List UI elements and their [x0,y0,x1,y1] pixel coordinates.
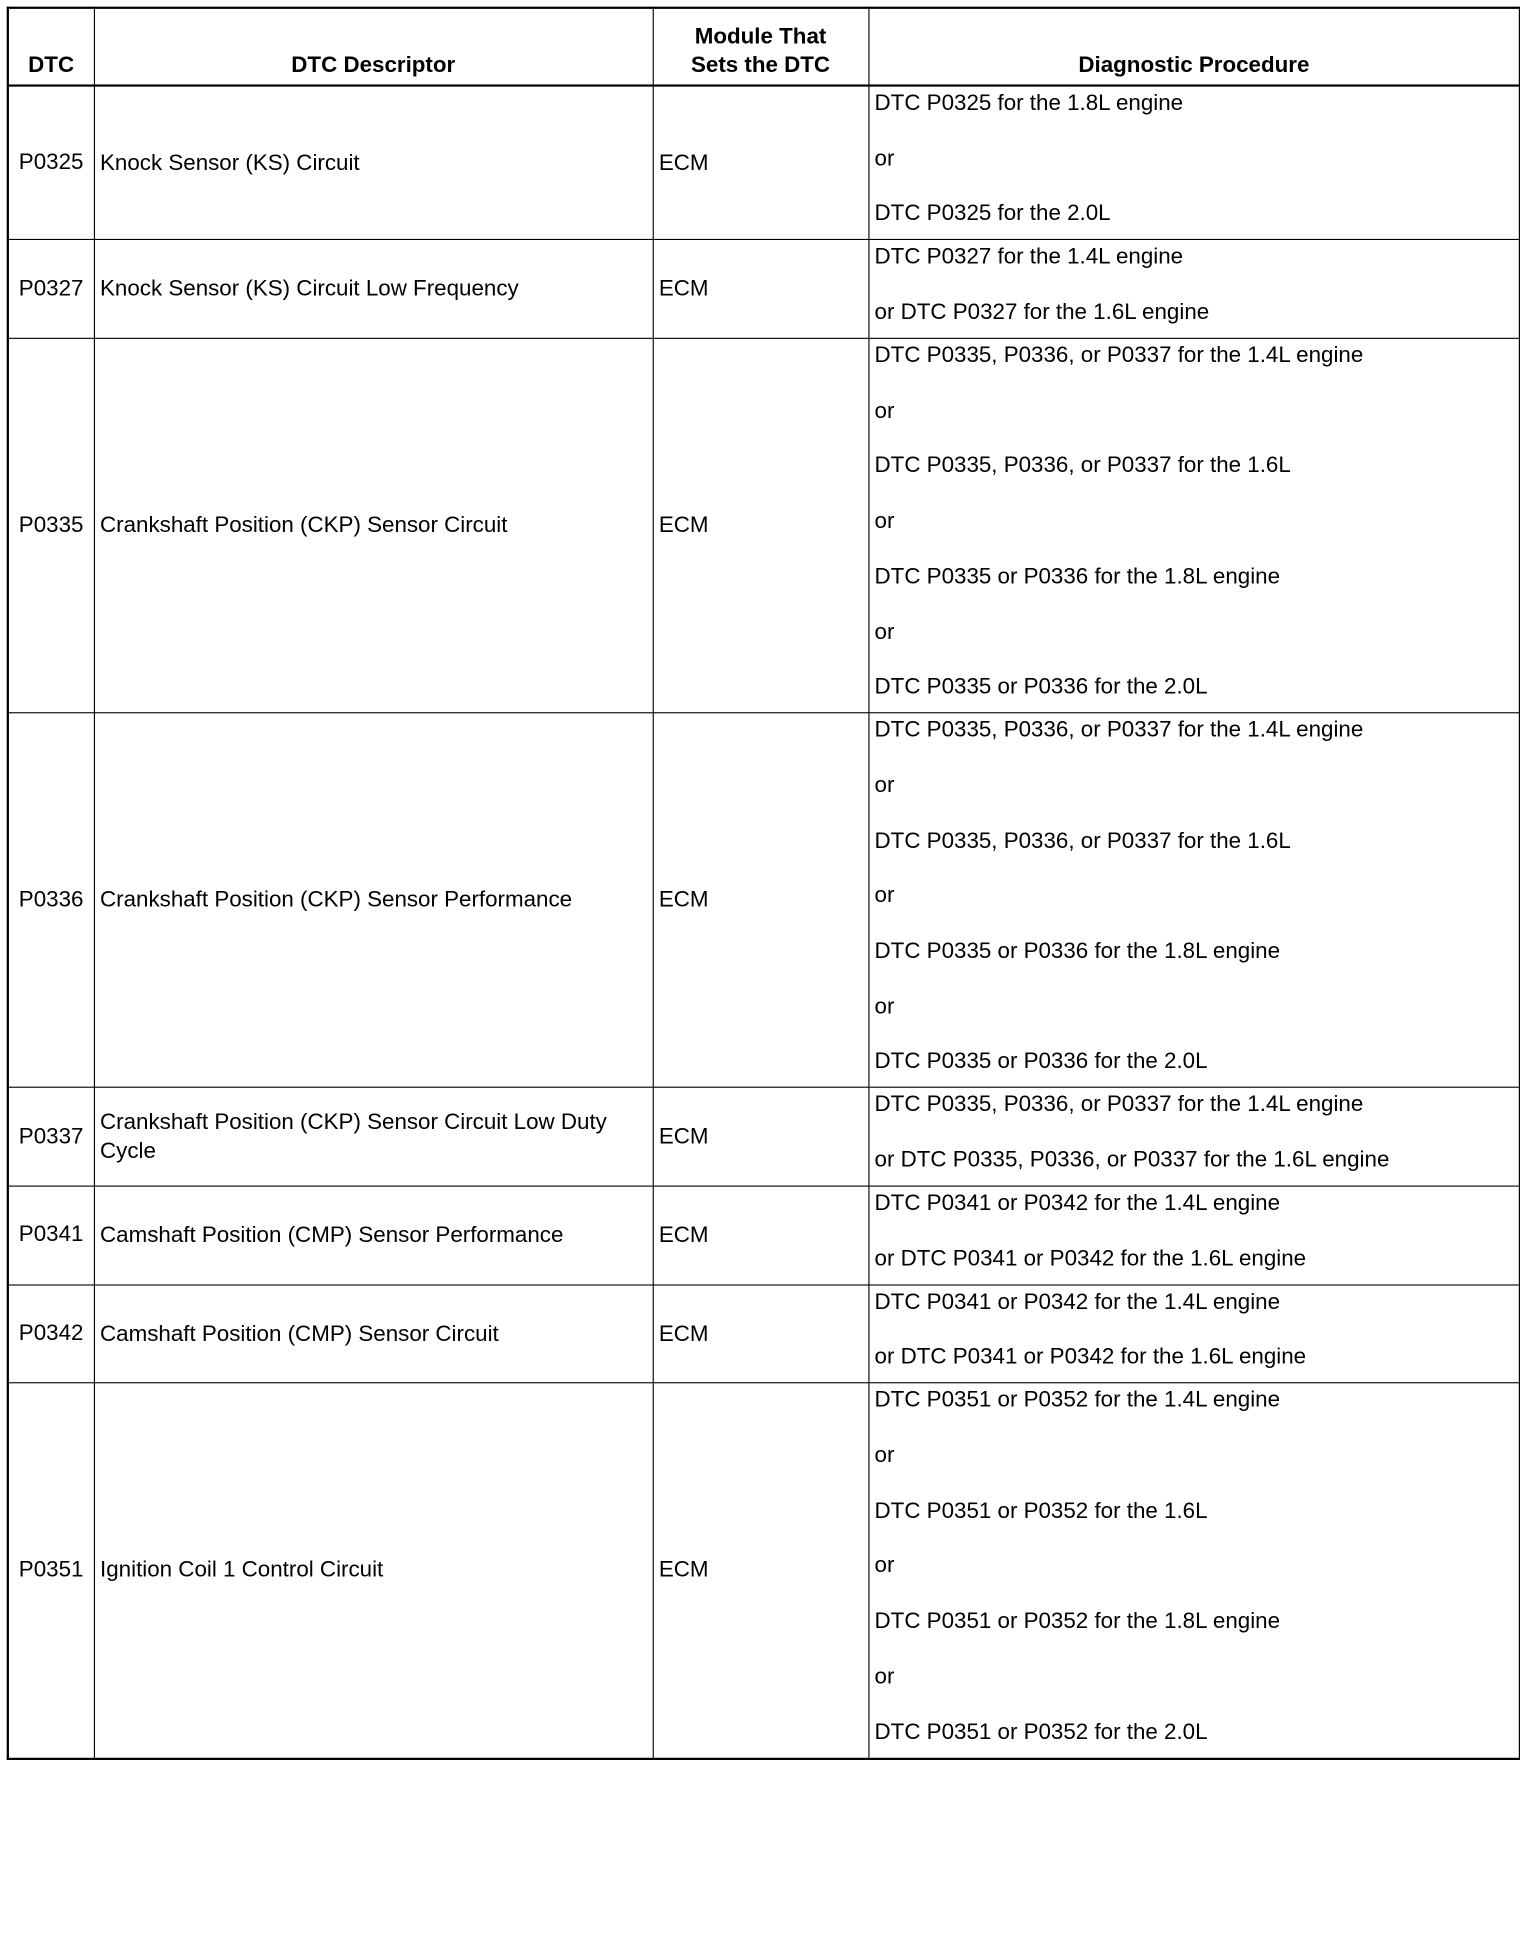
procedure-line: or DTC P0327 for the 1.6L engine [874,300,1210,325]
table-row [8,1383,1520,1758]
procedure-line: DTC P0335 or P0336 for the 2.0L [874,1049,1208,1074]
procedure-line: DTC P0335 or P0336 for the 1.8L engine [874,938,1281,964]
header-procedure: Diagnostic Procedure [868,8,1520,86]
procedure-line: DTC P0335 or P0336 for the 1.8L engine [874,564,1281,589]
table-body [8,86,1520,1759]
table-row [8,1088,1520,1187]
procedure-line: DTC P0335 or P0336 for the 2.0L [874,674,1208,700]
module-name: ECM [653,86,869,240]
dtc-code: P0325 [8,86,94,240]
module-name: ECM [653,240,869,339]
header-descriptor: DTC Descriptor [94,8,653,86]
procedure-line: or DTC P0335, P0336, or P0337 for the 1.6L engine [874,1147,1390,1173]
procedure-line: DTC P0325 for the 2.0L [874,201,1111,226]
diagnostic-procedure [868,86,1520,240]
procedure-line: or [874,619,895,644]
procedure-line: or [874,398,895,424]
table-header [8,8,1520,86]
module-name: ECM [653,713,869,1088]
procedure-line: or DTC P0341 or P0342 for the 1.6L engine [874,1246,1307,1271]
dtc-descriptor: Crankshaft Position (CKP) Sensor Performance [94,713,653,1088]
dtc-descriptor: Ignition Coil 1 Control Circuit [94,1383,653,1758]
diagnostic-procedure [868,1383,1520,1758]
dtc-descriptor: Crankshaft Position (CKP) Sensor Circuit Low Duty Cycle [94,1088,653,1187]
procedure-line: DTC P0341 or P0342 for the 1.4L engine [874,1191,1281,1216]
procedure-line: DTC P0335, P0336, or P0337 for the 1.4L engine [874,717,1364,743]
header-module-line2: Sets the DTC [690,53,831,78]
procedure-line: or [874,1664,895,1689]
procedure-line: DTC P0335, P0336, or P0337 for the 1.4L engine [874,343,1364,368]
header-module-line1: Module That [694,24,827,49]
diagnostic-procedure [868,1285,1520,1384]
dtc-descriptor: Knock Sensor (KS) Circuit [94,86,653,240]
diagnostic-procedure [868,1088,1520,1187]
table-row [8,713,1520,1088]
procedure-line: DTC P0335, P0336, or P0337 for the 1.6L [874,828,1291,853]
table-row [8,86,1520,240]
procedure-line: DTC P0351 or P0352 for the 2.0L [874,1719,1208,1744]
procedure-line: or [874,1553,895,1579]
table-row [8,1186,1520,1285]
header-dtc: DTC [8,8,94,86]
procedure-line: or [874,509,895,534]
procedure-line: DTC P0351 or P0352 for the 1.4L engine [874,1388,1281,1413]
table-row [8,338,1520,713]
module-name: ECM [653,1285,869,1384]
procedure-line: DTC P0351 or P0352 for the 1.6L [874,1498,1208,1524]
dtc-descriptor: Camshaft Position (CMP) Sensor Performance [94,1186,653,1285]
procedure-line: DTC P0325 for the 1.8L engine [874,91,1184,116]
procedure-line: or [874,146,895,171]
dtc-table [7,7,1520,1760]
procedure-line: DTC P0351 or P0352 for the 1.8L engine [874,1609,1281,1634]
module-name: ECM [653,1088,869,1187]
table-row [8,1285,1520,1384]
dtc-descriptor: Knock Sensor (KS) Circuit Low Frequency [94,240,653,339]
dtc-code: P0327 [8,240,94,339]
module-name: ECM [653,338,869,713]
procedure-line: or [874,994,895,1019]
procedure-line: or DTC P0341 or P0342 for the 1.6L engine [874,1344,1307,1370]
dtc-code: P0341 [8,1186,94,1285]
procedure-line: or [874,1443,895,1468]
procedure-line: or [874,773,895,798]
dtc-descriptor: Camshaft Position (CMP) Sensor Circuit [94,1285,653,1384]
module-name: ECM [653,1186,869,1285]
dtc-code: P0351 [8,1383,94,1758]
module-name: ECM [653,1383,869,1758]
procedure-line: DTC P0341 or P0342 for the 1.4L engine [874,1289,1281,1315]
dtc-code: P0335 [8,338,94,713]
header-module [653,8,869,86]
procedure-line: DTC P0327 for the 1.4L engine [874,244,1184,270]
table-row [8,240,1520,339]
procedure-line: or [874,883,895,909]
diagnostic-procedure [868,240,1520,339]
dtc-descriptor: Crankshaft Position (CKP) Sensor Circuit [94,338,653,713]
procedure-line: DTC P0335, P0336, or P0337 for the 1.6L [874,453,1291,479]
diagnostic-procedure [868,713,1520,1088]
diagnostic-procedure [868,1186,1520,1285]
dtc-code: P0336 [8,713,94,1088]
dtc-code: P0342 [8,1285,94,1384]
dtc-code: P0337 [8,1088,94,1187]
diagnostic-procedure [868,338,1520,713]
procedure-line: DTC P0335, P0336, or P0337 for the 1.4L engine [874,1092,1364,1118]
